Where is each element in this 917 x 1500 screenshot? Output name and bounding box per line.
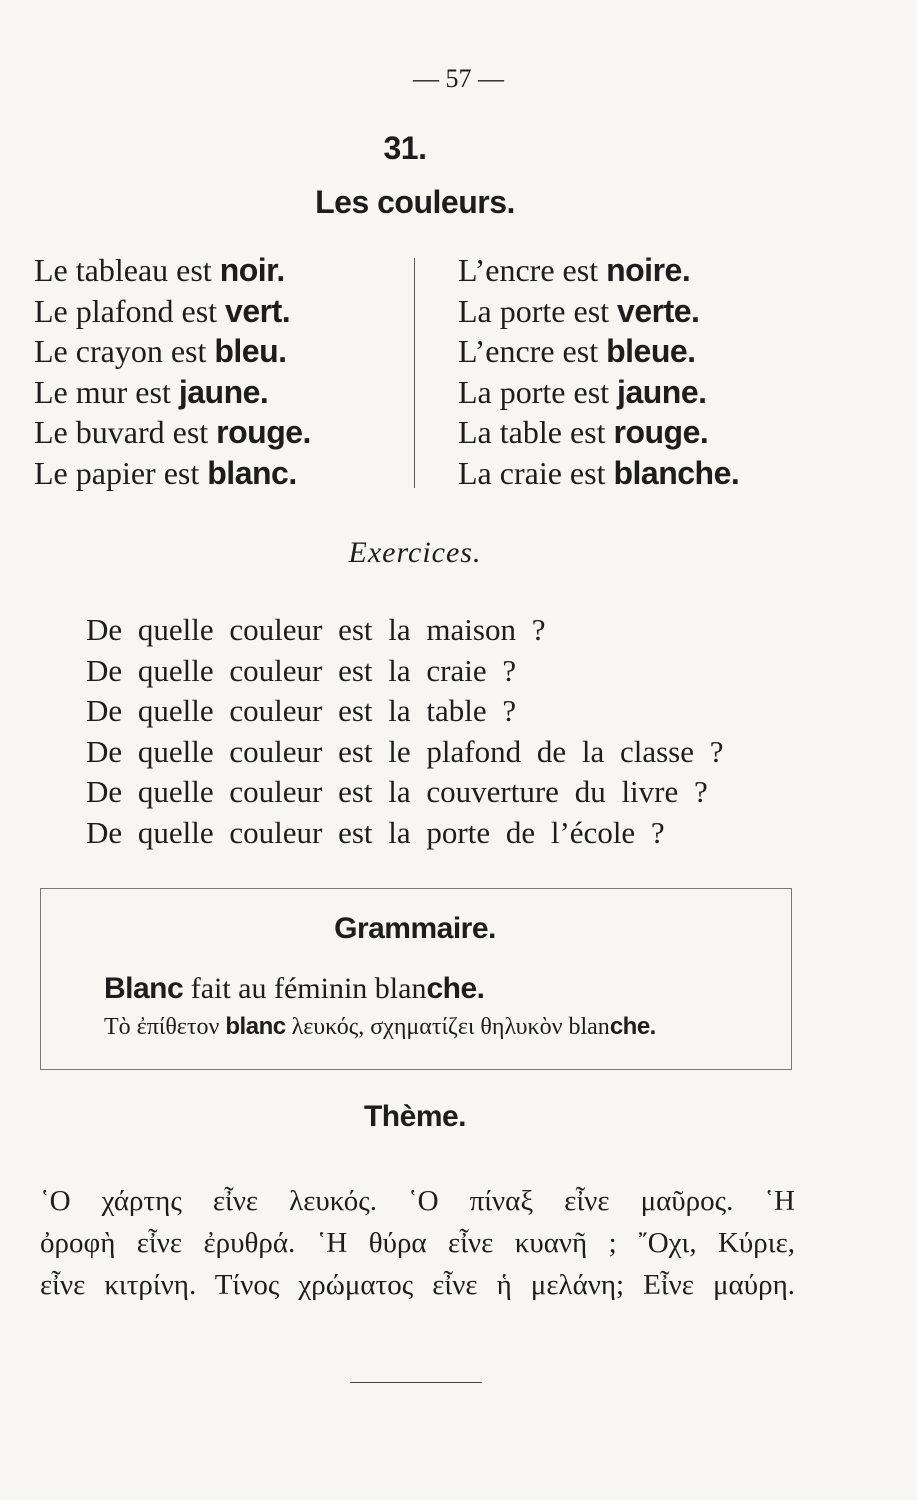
exercise-questions <box>86 610 724 853</box>
vocab-line <box>458 372 739 413</box>
color-word: verte. <box>617 292 700 329</box>
vocab-line <box>34 250 311 291</box>
color-word: rouge. <box>613 414 709 450</box>
color-word: noire. <box>606 252 691 288</box>
greek-rule-text-b: λευκός, σχηματίζει θηλυκὸν blan <box>285 1014 610 1040</box>
left-vocabulary-column <box>34 250 311 493</box>
vocab-text: La porte est <box>458 373 610 410</box>
lesson-title: Les couleurs. <box>315 184 515 220</box>
lesson-number: 31. <box>383 130 427 166</box>
vocab-text: La craie est <box>458 454 606 491</box>
vocab-text: Le mur est <box>34 373 171 410</box>
vocab-text: Le tableau est <box>34 252 212 288</box>
vocab-text: L’encre est <box>458 333 599 369</box>
color-word: jaune. <box>617 373 707 410</box>
color-word: jaune. <box>178 373 269 410</box>
vocab-line <box>458 412 739 453</box>
vocab-text: Le crayon est <box>34 333 207 369</box>
vocab-text: Le plafond est <box>34 292 218 329</box>
theme-line: ὀροφὴ εἶνε ἐρυθρά. ῾Η θύρα εἶνε κυανῆ ; ῎Οχι, Κύριε, <box>40 1227 795 1259</box>
right-vocabulary-column <box>458 250 739 493</box>
column-divider <box>414 258 415 488</box>
theme-line: εἶνε κιτρίνη. Τίνος χρώματος εἶνε ἡ μελάνη; Εἶνε μαύρη. <box>40 1269 795 1301</box>
grammar-rule-text: fait au féminin blan <box>183 972 427 1005</box>
color-word: bleue. <box>606 333 696 369</box>
vocab-text: La porte est <box>458 292 610 329</box>
page-number: — 57 — <box>413 64 504 93</box>
greek-rule-bold: blanc <box>225 1013 286 1040</box>
vocab-text: La table est <box>458 414 606 450</box>
vocab-line <box>34 372 311 413</box>
grammar-greek-rule <box>104 1013 656 1041</box>
vocab-line <box>34 331 311 372</box>
grammar-rule <box>104 972 485 1006</box>
vocab-line <box>458 291 739 332</box>
vocab-text: Le buvard est <box>34 414 209 450</box>
grammar-rule-bold: Blanc <box>104 972 184 1005</box>
theme-title: Thème. <box>363 1100 467 1133</box>
greek-rule-text-a: Τὸ ἐπίθετον <box>104 1014 226 1040</box>
grammar-rule-ending: che. <box>426 972 485 1005</box>
vocab-line <box>458 250 739 291</box>
question: De quelle couleur est la maison ? <box>86 612 546 647</box>
greek-rule-ending: che. <box>609 1013 656 1040</box>
theme-line: ῾Ο χάρτης εἶνε λευκός. ῾Ο πίναξ εἶνε μαῦρος. ῾Η <box>40 1185 795 1217</box>
vocab-line <box>458 331 739 372</box>
color-word: blanc. <box>207 454 297 491</box>
vocab-text: L’encre est <box>458 252 599 288</box>
question: De quelle couleur est la couverture du livre ? <box>86 774 708 809</box>
question: De quelle couleur est la craie ? <box>86 652 517 688</box>
question: De quelle couleur est la porte de l’école ? <box>86 814 665 850</box>
vocab-line <box>34 412 311 453</box>
vocab-line <box>34 291 311 332</box>
color-word: vert. <box>225 292 291 329</box>
exercises-title: Exercices. <box>348 536 482 569</box>
vocab-line <box>458 453 739 494</box>
vocab-text: Le papier est <box>34 454 200 491</box>
theme-paragraph <box>40 1180 795 1306</box>
grammar-title: Grammaire. <box>334 912 496 945</box>
vocab-line <box>34 453 311 494</box>
color-word: noir. <box>219 252 285 288</box>
color-word: bleu. <box>214 333 287 369</box>
question: De quelle couleur est la table ? <box>86 693 517 728</box>
question: De quelle couleur est le plafond de la classe ? <box>86 733 724 769</box>
color-word: blanche. <box>613 454 740 491</box>
end-rule <box>350 1382 482 1383</box>
color-word: rouge. <box>216 414 311 450</box>
